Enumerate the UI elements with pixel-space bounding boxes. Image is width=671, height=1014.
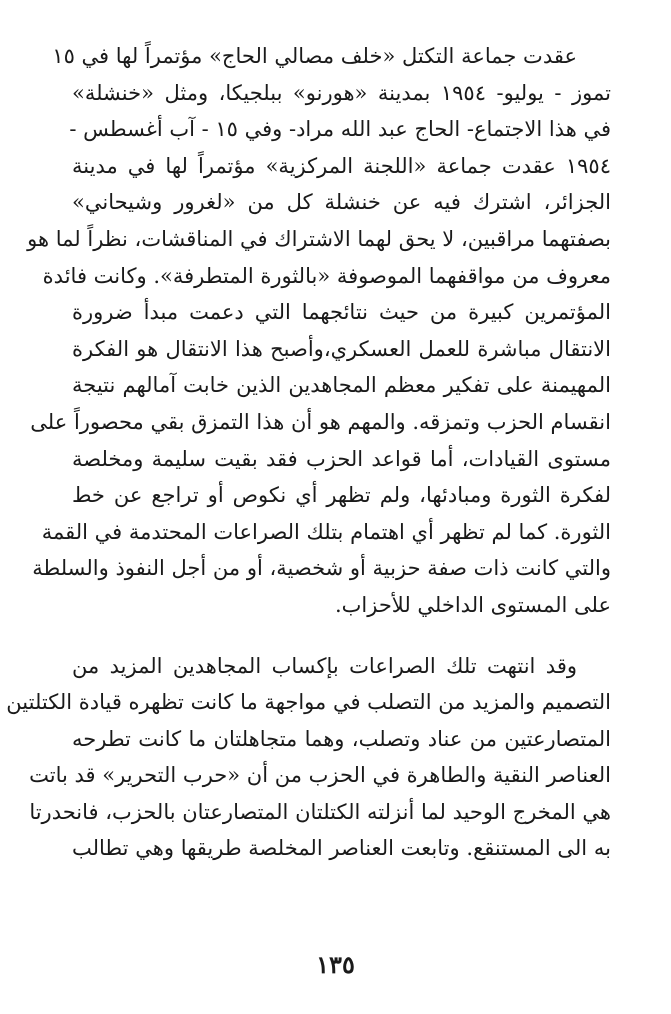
paragraph-2 [6,648,611,868]
text-line: في هذا الاجتماع- الحاج عبد الله مراد- وفي ١٥ - آب أغسطس - [69,117,611,142]
paragraph-1 [27,38,611,624]
text-line: ١٩٥٤ عقدت جماعة «اللجنة المركزية» مؤتمراً لها في مدينة [72,153,611,178]
text-line: لفكرة الثورة ومبادئها، ولم تظهر أي نكوص أو تراجع عن خط [72,483,611,508]
text-line: المهيمنة على تفكير معظم المجاهدين الذين خابت آمالهم نتيجة [72,373,611,398]
text-line: المتصارعتين من عناد وتصلب، وهما متجاهلتان ما كانت تطرحه [72,726,611,751]
text-line: الثورة. كما لم تظهر أي اهتمام بتلك الصراعات المحتدمة في القمة [41,519,611,544]
book-page [6,38,611,867]
text-line: التصميم والمزيد من التصلب في مواجهة ما كانت تظهره قيادة الكتلتين [6,690,611,715]
text-line: مستوى القيادات، أما قواعد الحزب فقد بقيت سليمة ومخلصة [72,446,611,471]
text-line: العناصر النقية والطاهرة في الحزب من أن «حرب التحرير» قد باتت [29,763,611,788]
text-line: به الى المستنقع. وتابعت العناصر المخلصة طريقها وهي تطالب [72,836,611,861]
text-line: معروف من مواقفهما الموصوفة «بالثورة المتطرفة». وكانت فائدة [42,263,611,288]
text-line: وقد انتهت تلك الصراعات بإكساب المجاهدين المزيد من [72,653,577,678]
text-line: عقدت جماعة التكتل «خلف مصالي الحاج» مؤتمراً لها في ١٥ [52,44,577,68]
text-line: المؤتمرين كبيرة من حيث نتائجهما التي دعمت مبدأ ضرورة [72,300,611,325]
text-line: بصفتهما مراقبين، لا يحق لهما الاشتراك في المناقشات، نظراً لما هو [27,226,611,251]
text-line: على المستوى الداخلي للأحزاب. [334,592,611,617]
text-line: انقسام الحزب وتمزقه. والمهم هو أن هذا التمزق بقي محصوراً على [30,409,611,434]
text-line: والتي كانت ذات صفة حزبية أو شخصية، أو من أجل النفوذ والسلطة [32,556,611,581]
text-line: تموز - يوليو- ١٩٥٤ بمدينة «هورنو» ببلجيكا، ومثل «خنشلة» [72,80,611,105]
text-line: الجزائر، اشترك فيه عن خنشلة كل من «لغرور وشيحاني» [72,190,611,215]
text-line: هي المخرج الوحيد لما أنزلته الكتلتان المتصارعتان بالحزب، فانحدرتا [29,799,611,824]
page-number: ١٣٥ [316,950,355,979]
text-line: الانتقال مباشرة للعمل العسكري،وأصبح هذا الانتقال هو الفكرة [72,336,611,361]
